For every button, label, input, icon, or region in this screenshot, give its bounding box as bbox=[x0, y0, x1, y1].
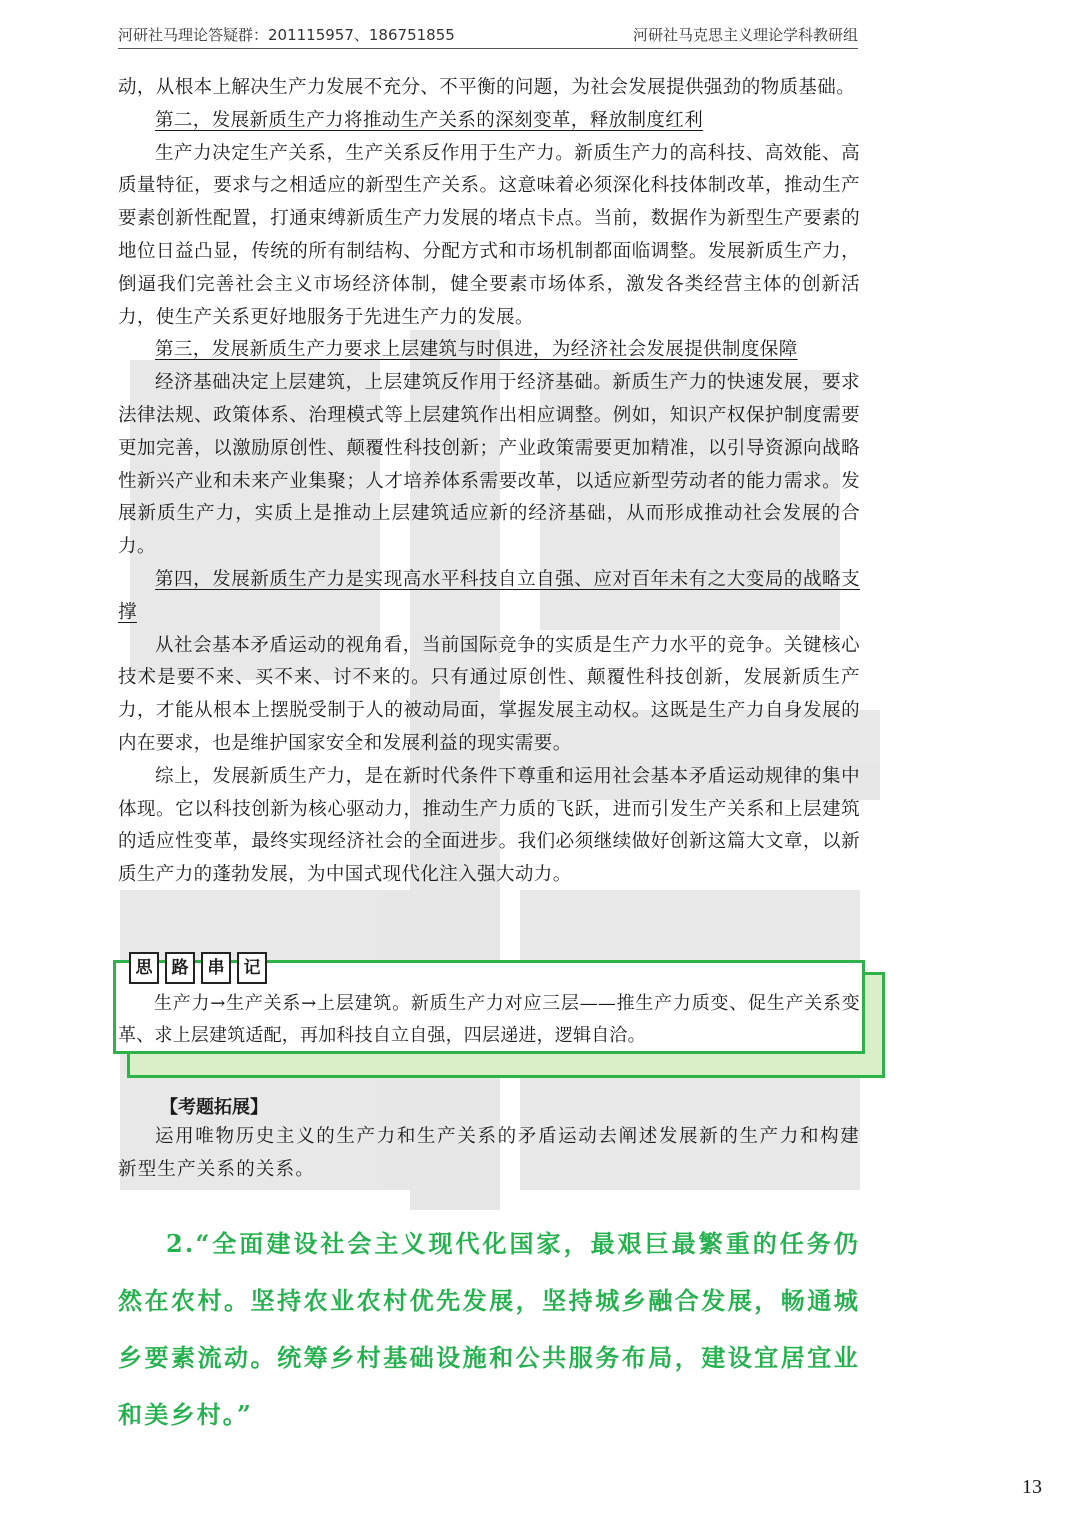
paragraph-1: 动，从根本上解决生产力发展不充分、不平衡的问题，为社会发展提供强劲的物质基础。 bbox=[118, 77, 856, 98]
header-right-text: 河研社马克思主义理论学科教研组 bbox=[632, 26, 858, 44]
header-left-text: 河研社马理论答疑群：201115957、186751855 bbox=[118, 26, 455, 44]
page-header bbox=[118, 18, 858, 49]
summary-tab: 思 bbox=[129, 952, 159, 984]
paragraph-5: 综上，发展新质生产力，是在新时代条件下尊重和运用社会基本矛盾运动规律的集中体现。它以科技创新为核心驱动力，推动生产力质的飞跃，进而引发生产关系和上层建筑的适应性变革，最终实现经济社会的全面进步。我们必须继续做好创新这篇大文章，以新质生产力的蓬勃发展，为中国式现代化注入强大动力。 bbox=[118, 765, 860, 886]
main-content bbox=[118, 72, 860, 892]
page-number: 13 bbox=[1022, 1476, 1042, 1498]
paragraph-3: 经济基础决定上层建筑，上层建筑反作用于经济基础。新质生产力的快速发展，要求法律法规、政策体系、治理模式等上层建筑作出相应调整。例如，知识产权保护制度需要更加完善，以激励原创性、颠覆性科技创新；产业政策需要更加精准，以引导资源向战略性新兴产业和未来产业集聚；人才培养体系需要改革，以适应新型劳动者的能力需求。发展新质生产力，实质上是推动上层建筑适应新的经济基础，从而形成推动社会发展的合力。 bbox=[118, 372, 860, 558]
section-heading-4: 第四，发展新质生产力是实现高水平科技自立自强、应对百年未有之大变局的战略支撑 bbox=[118, 568, 860, 623]
section-heading-2: 第二，发展新质生产力将推动生产关系的深刻变革，释放制度红利 bbox=[155, 109, 704, 131]
exam-extension-text bbox=[118, 1120, 860, 1186]
summary-box-text bbox=[118, 988, 860, 1052]
summary-box-tabs bbox=[129, 952, 267, 984]
question-2 bbox=[118, 1215, 860, 1443]
summary-tab: 串 bbox=[201, 952, 231, 984]
paragraph-4: 从社会基本矛盾运动的视角看，当前国际竞争的实质是生产力水平的竞争。关键核心技术是要不来、买不来、讨不来的。只有通过原创性、颠覆性科技创新，发展新质生产力，才能从根本上摆脱受制于人的被动局面，掌握发展主动权。这既是生产力自身发展的内在要求，也是维护国家安全和发展利益的现实需要。 bbox=[118, 634, 860, 754]
section-heading-3: 第三，发展新质生产力要求上层建筑与时俱进，为经济社会发展提供制度保障 bbox=[155, 339, 798, 361]
exam-question: 运用唯物历史主义的生产力和生产关系的矛盾运动去阐述发展新的生产力和构建新型生产关系的关系。 bbox=[118, 1126, 860, 1180]
summary-text: 生产力→生产关系→上层建筑。新质生产力对应三层——推生产力质变、促生产关系变革、求上层建筑适配，再加科技自立自强，四层递进，逻辑自洽。 bbox=[118, 993, 860, 1046]
exam-extension-title: 【考题拓展】 bbox=[160, 1097, 268, 1118]
summary-tab: 记 bbox=[237, 952, 267, 984]
paragraph-2: 生产力决定生产关系，生产关系反作用于生产力。新质生产力的高科技、高效能、高质量特征，要求与之相适应的新型生产关系。这意味着必须深化科技体制改革，推动生产要素创新性配置，打通束缚新质生产力发展的堵点卡点。当前，数据作为新型生产要素的地位日益凸显，传统的所有制结构、分配方式和市场机制都面临调整。发展新质生产力，倒逼我们完善社会主义市场经济体制，健全要素市场体系，激发各类经营主体的创新活力，使生产关系更好地服务于先进生产力的发展。 bbox=[118, 142, 860, 328]
question-2-text: 2.“全面建设社会主义现代化国家，最艰巨最繁重的任务仍然在农村。坚持农业农村优先发展，坚持城乡融合发展，畅通城乡要素流动。统筹乡村基础设施和公共服务布局，建设宜居宜业和美乡村。” bbox=[118, 1229, 860, 1429]
summary-tab: 路 bbox=[165, 952, 195, 984]
